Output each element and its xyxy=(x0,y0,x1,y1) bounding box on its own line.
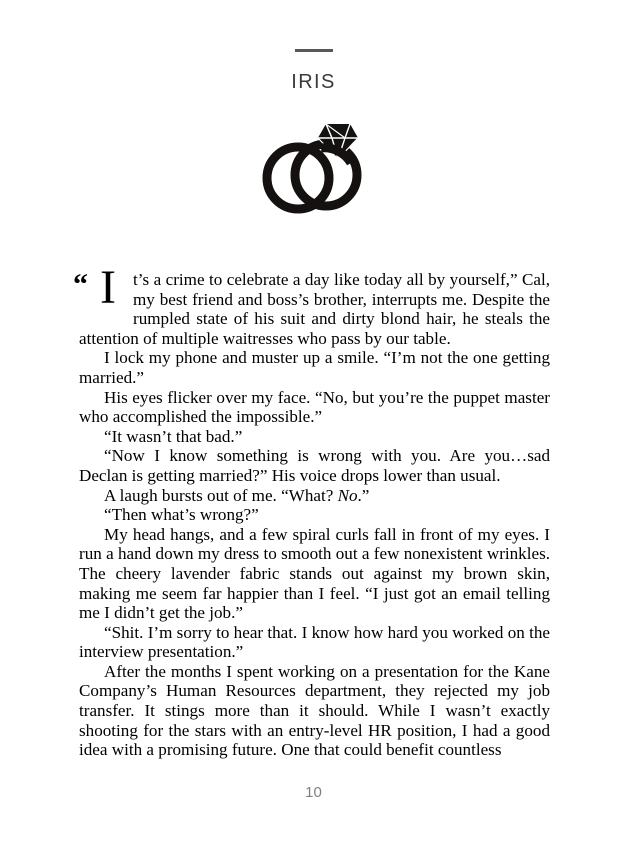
paragraph-4: “It wasn’t that bad.” xyxy=(104,426,243,446)
dropcap-group xyxy=(73,261,131,327)
dropcap-letter: I xyxy=(100,261,116,314)
paragraph-6-emphasis: No xyxy=(337,485,358,505)
page-number: 10 xyxy=(305,784,322,801)
hanging-open-quote: “ xyxy=(73,268,88,301)
chapter-header xyxy=(0,0,627,92)
paragraph-6-text-after: .” xyxy=(357,485,370,505)
chapter-ornament xyxy=(0,118,627,218)
paragraph-7: “Then what’s wrong?” xyxy=(104,505,259,525)
paragraph-1-text: t’s a crime to celebrate a day like today all by yourself,” Cal, my best friend and boss’s brother, interrupts me. Despite the rumpled state of his suit and dirty blond hair, he steals the attention of multiple waitresses who pass by our table. xyxy=(79,270,550,348)
paragraph-2: I lock my phone and muster up a smile. “I’m not the one getting married.” xyxy=(79,348,550,387)
paragraph-6 xyxy=(79,486,550,506)
paragraph-8: My head hangs, and a few spiral curls fall in front of my eyes. I run a hand down my dress to smooth out a few nonexistent wrinkles. The cheery lavender fabric stands out against my brown skin, making me seem far happier than I feel. “I just got an email telling me I didn’t get the job.” xyxy=(79,524,550,623)
header-rule-divider xyxy=(295,49,333,52)
paragraph-6-text-before: A laugh bursts out of me. “What? xyxy=(104,485,338,505)
body-text-block xyxy=(73,261,550,760)
chapter-title: IRIS xyxy=(291,71,336,93)
paragraph-5: “Now I know something is wrong with you. Are you…sad Declan is getting married?” His voice drops lower than usual. xyxy=(79,446,550,485)
paragraph-10: After the months I spent working on a presentation for the Kane Company’s Human Resources department, they rejected my job transfer. It stings more than it should. While I wasn’t exactly shooting for the stars with an entry-level HR position, I had a good idea with a promising future. One that could benefit countless xyxy=(79,661,550,760)
paragraph-3: His eyes flicker over my face. “No, but you’re the puppet master who accomplished the impossible.” xyxy=(79,387,550,427)
paragraph-9: “Shit. I’m sorry to hear that. I know how hard you worked on the interview presentation.” xyxy=(79,622,550,662)
paragraph-1 xyxy=(73,261,550,348)
wedding-rings-icon xyxy=(259,118,369,214)
